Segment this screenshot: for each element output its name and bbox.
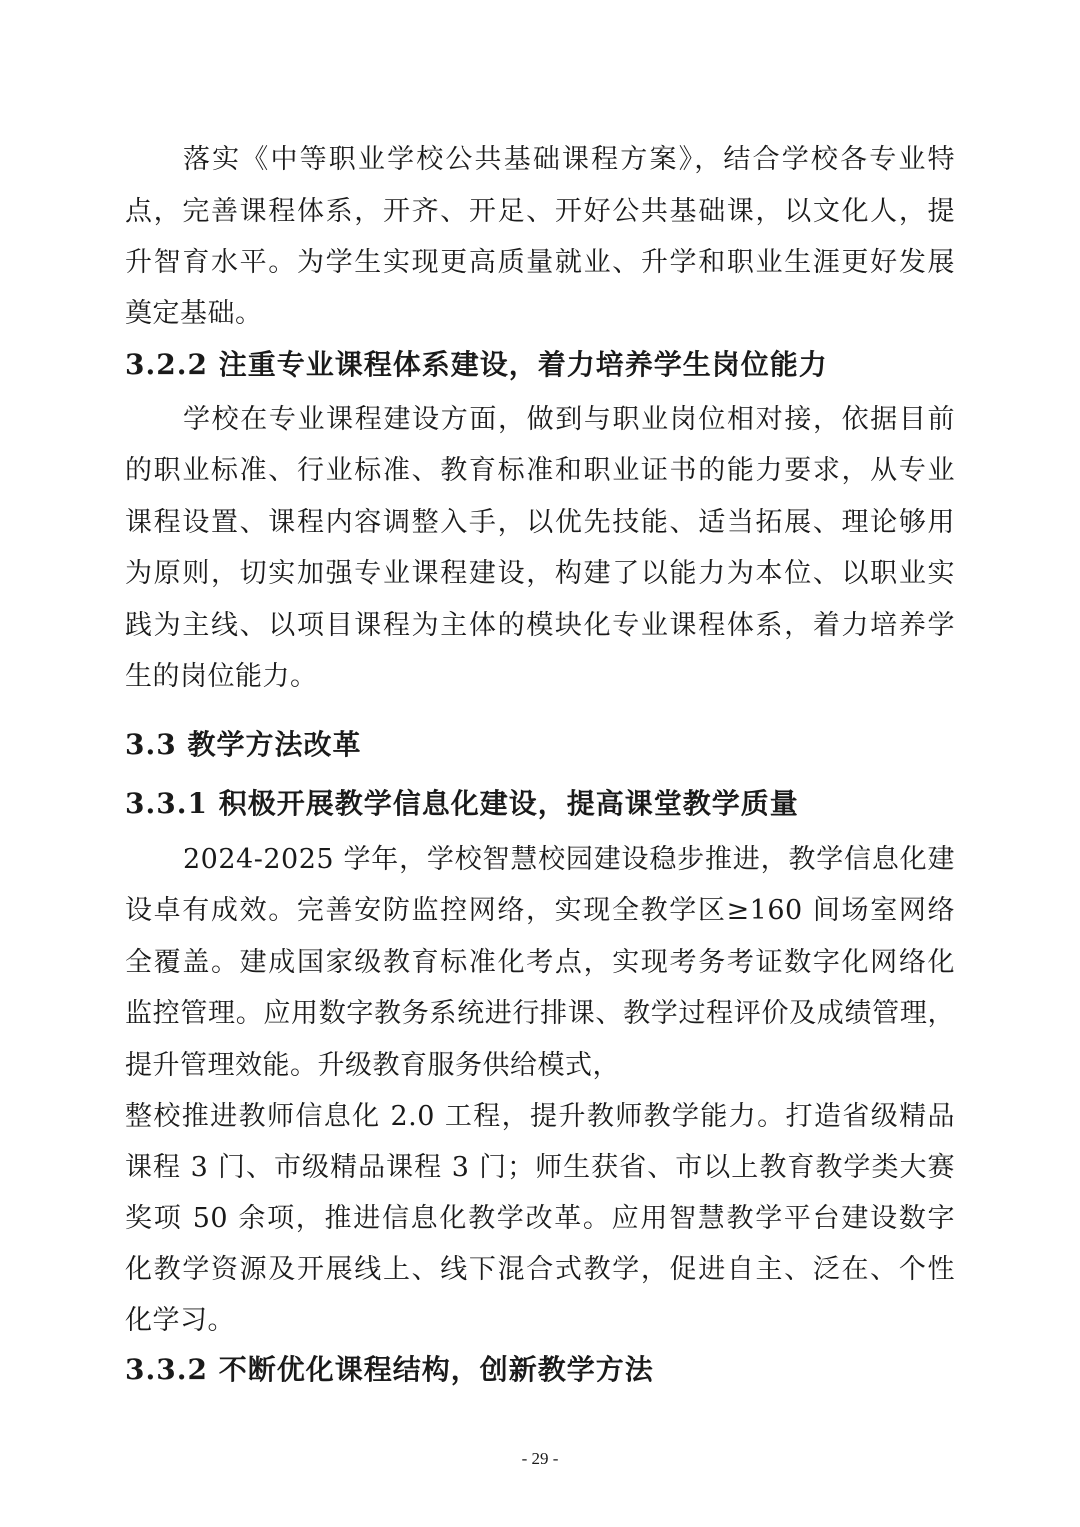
section-heading-3-2-2: 3.2.2 注重专业课程体系建设，着力培养学生岗位能力 bbox=[125, 348, 828, 381]
paragraph-line: 化学习。 bbox=[125, 1305, 235, 1336]
paragraph-line: 2024-2025 学年，学校智慧校园建设稳步推进，教学信息化建 bbox=[183, 844, 955, 875]
paragraph-line: 课程设置、课程内容调整入手，以优先技能、适当拓展、理论够用 bbox=[125, 507, 955, 538]
paragraph-line: 奠定基础。 bbox=[125, 298, 263, 329]
paragraph-line: 全覆盖。建成国家级教育标准化考点，实现考务考证数字化网络化 bbox=[125, 947, 955, 978]
paragraph-line: 升智育水平。为学生实现更高质量就业、升学和职业生涯更好发展 bbox=[125, 247, 955, 278]
paragraph-line: 点，完善课程体系，开齐、开足、开好公共基础课，以文化人，提 bbox=[125, 196, 955, 227]
paragraph-line: 践为主线、以项目课程为主体的模块化专业课程体系，着力培养学 bbox=[125, 610, 955, 641]
paragraph-line: 为原则，切实加强专业课程建设，构建了以能力为本位、以职业实 bbox=[125, 558, 955, 589]
paragraph-line: 提升管理效能。升级教育服务供给模式， bbox=[125, 1050, 620, 1081]
paragraph-line: 的职业标准、行业标准、教育标准和职业证书的能力要求，从专业 bbox=[125, 455, 955, 486]
paragraph-line: 整校推进教师信息化 2.0 工程，提升教师教学能力。打造省级精品 bbox=[125, 1101, 955, 1132]
paragraph-line: 落实《中等职业学校公共基础课程方案》，结合学校各专业特 bbox=[183, 144, 955, 175]
section-heading-3-3: 3.3 教学方法改革 bbox=[125, 728, 362, 761]
paragraph-line: 学校在专业课程建设方面，做到与职业岗位相对接，依据目前 bbox=[183, 404, 955, 435]
section-heading-3-3-1: 3.3.1 积极开展教学信息化建设，提高课堂教学质量 bbox=[125, 787, 799, 820]
paragraph-line: 设卓有成效。完善安防监控网络，实现全教学区≥160 间场室网络 bbox=[125, 895, 955, 926]
paragraph-line: 奖项 50 余项，推进信息化教学改革。应用智慧教学平台建设数字 bbox=[125, 1203, 955, 1234]
paragraph-line: 生的岗位能力。 bbox=[125, 661, 318, 692]
page-number: - 29 - bbox=[521, 1449, 559, 1468]
section-heading-3-3-2: 3.3.2 不断优化课程结构，创新教学方法 bbox=[125, 1353, 654, 1386]
paragraph-line: 监控管理。应用数字教务系统进行排课、教学过程评价及成绩管理， bbox=[125, 998, 955, 1029]
paragraph-line: 化教学资源及开展线上、线下混合式教学，促进自主、泛在、个性 bbox=[125, 1254, 955, 1285]
paragraph-line: 课程 3 门、市级精品课程 3 门；师生获省、市以上教育教学类大赛 bbox=[125, 1152, 955, 1183]
